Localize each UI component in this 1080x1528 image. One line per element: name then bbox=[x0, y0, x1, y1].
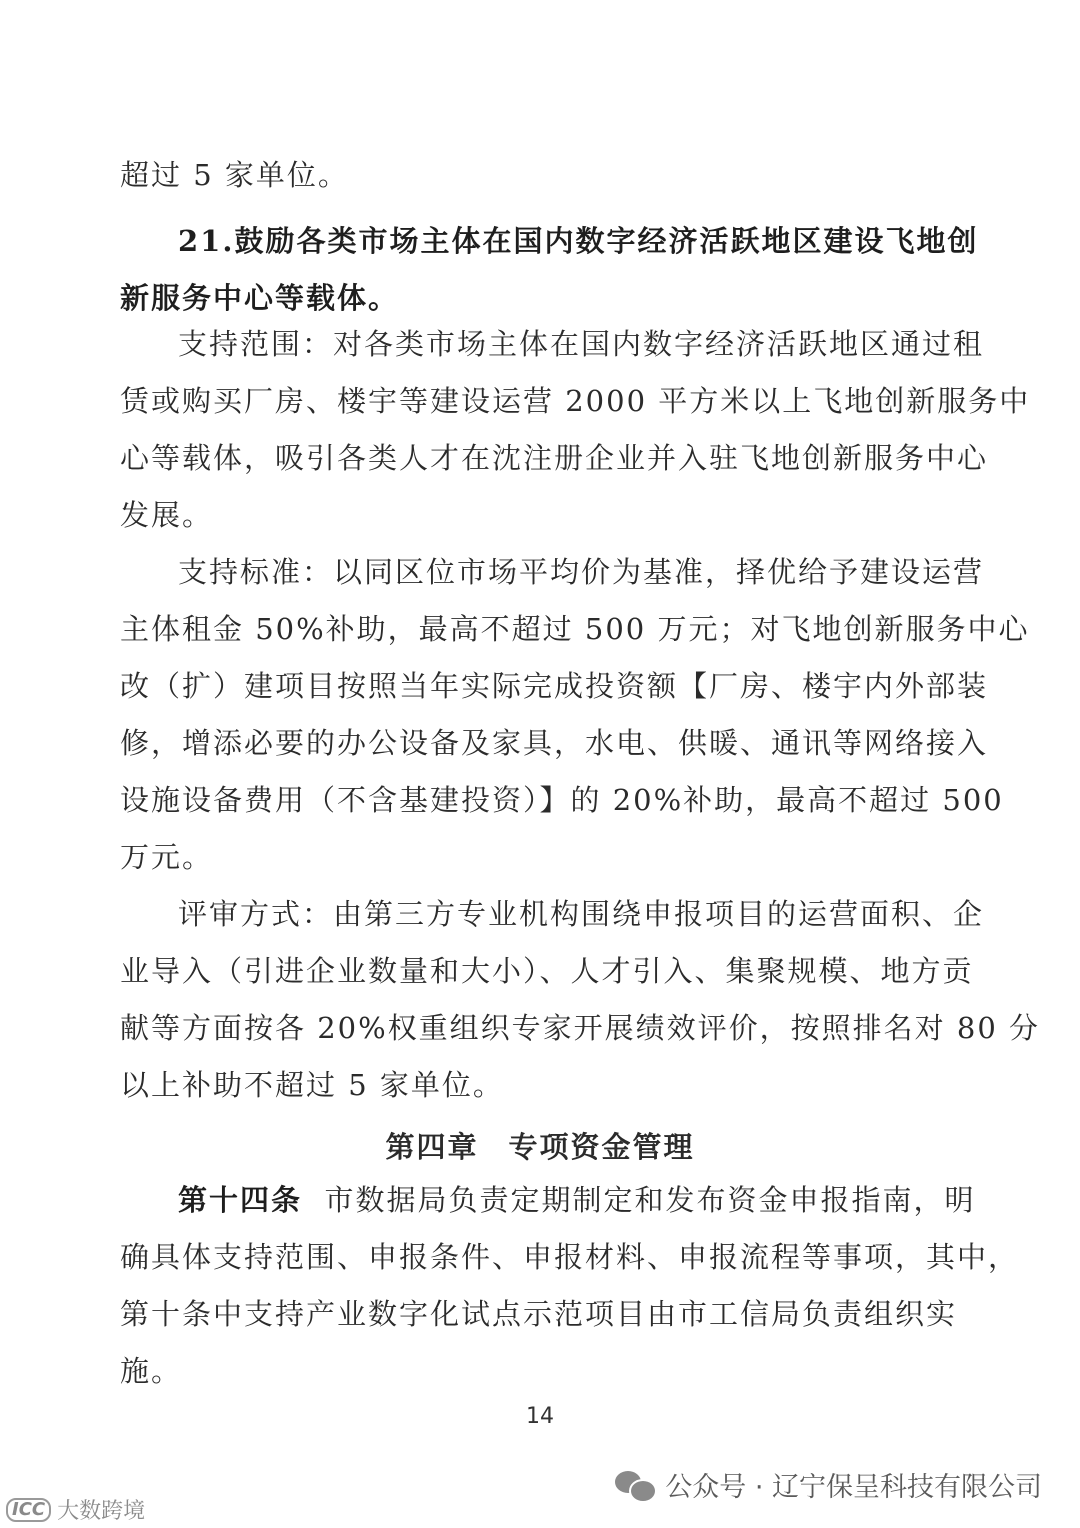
text-line: 确具体支持范围、申报条件、申报材料、申报流程等事项，其中， bbox=[120, 1240, 1020, 1274]
brand-logo-icon: ICC bbox=[6, 1498, 51, 1522]
wechat-watermark bbox=[615, 1465, 1042, 1504]
text-line: 献等方面按各 20%权重组织专家开展绩效评价，按照排名对 80 分 bbox=[120, 1011, 1041, 1045]
text-line: 业导入（引进企业数量和大小）、人才引入、集聚规模、地方贡 bbox=[120, 954, 974, 988]
text-line: 以上补助不超过 5 家单位。 bbox=[120, 1068, 504, 1102]
page-number: 14 bbox=[526, 1404, 554, 1429]
text-line: 赁或购买厂房、楼宇等建设运营 2000 平方米以上飞地创新服务中 bbox=[120, 384, 1031, 418]
text-line: 心等载体，吸引各类人才在沈注册企业并入驻飞地创新服务中心 bbox=[120, 441, 989, 475]
paragraph-continuation bbox=[120, 147, 935, 204]
chapter-heading bbox=[0, 1119, 1080, 1176]
text-line: 施。 bbox=[120, 1354, 183, 1388]
brand-watermark bbox=[6, 1494, 145, 1525]
text-line: 评审方式：由第三方专业机构围绕申报项目的运营面积、企 bbox=[178, 897, 985, 931]
text-line: 设施设备费用（不含基建投资）】的 20%补助，最高不超过 500 bbox=[120, 783, 1004, 817]
text-line: 改（扩）建项目按照当年实际完成投资额【厂房、楼宇内外部装 bbox=[120, 669, 989, 703]
support-scope-paragraph bbox=[120, 316, 1031, 544]
article-14-text: 市数据局负责定期制定和发布资金申报指南，明 bbox=[324, 1183, 976, 1217]
text-line: 超过 5 家单位。 bbox=[120, 158, 349, 192]
wechat-icon bbox=[615, 1469, 655, 1501]
item-21 bbox=[120, 213, 979, 327]
brand-watermark-text: 大数跨境 bbox=[57, 1499, 146, 1524]
text-line: 支持标准：以同区位市场平均价为基准，择优给予建设运营 bbox=[178, 555, 985, 589]
text-line: 主体租金 50%补助，最高不超过 500 万元；对飞地创新服务中心 bbox=[120, 612, 1030, 646]
article-14-paragraph bbox=[120, 1172, 1020, 1400]
text-line: 万元。 bbox=[120, 840, 214, 874]
item-21-line: 新服务中心等载体。 bbox=[120, 281, 400, 315]
chapter-number: 第四章 bbox=[385, 1130, 479, 1164]
text-line: 发展。 bbox=[120, 498, 214, 532]
item-21-line: 21.鼓励各类市场主体在国内数字经济活跃地区建设飞地创 bbox=[178, 224, 979, 258]
wechat-watermark-text: 公众号 · 辽宁保呈科技有限公司 bbox=[665, 1472, 1042, 1503]
text-line bbox=[120, 1172, 976, 1229]
chapter-title: 专项资金管理 bbox=[508, 1130, 695, 1164]
text-line: 第十条中支持产业数字化试点示范项目由市工信局负责组织实 bbox=[120, 1297, 958, 1331]
text-line: 支持范围：对各类市场主体在国内数字经济活跃地区通过租 bbox=[178, 327, 985, 361]
text-line: 修，增添必要的办公设备及家具，水电、供暖、通讯等网络接入 bbox=[120, 726, 989, 760]
support-standard-paragraph bbox=[120, 544, 1030, 886]
article-14-label: 第十四条 bbox=[178, 1183, 303, 1217]
review-method-paragraph bbox=[120, 886, 1041, 1114]
